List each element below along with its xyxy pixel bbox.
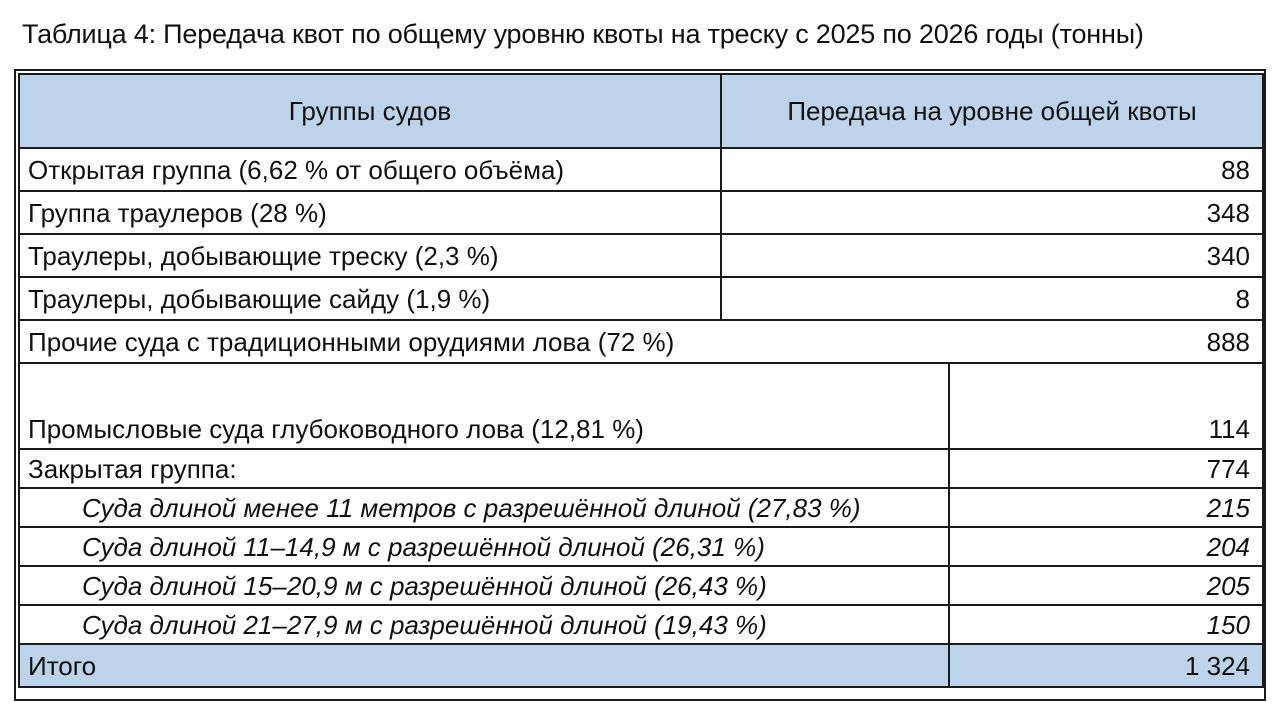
row-label: Открытая группа (6,62 % от общего объёма)	[19, 148, 721, 191]
table-row	[19, 277, 1263, 320]
row-label: Суда длиной 11–14,9 м с разрешённой длиной (26,31 %)	[19, 527, 949, 566]
row-value: 215	[949, 488, 1263, 527]
table-row	[19, 148, 1263, 191]
table-caption: Таблица 4: Передача квот по общему уровню квоты на треску с 2025 по 2026 годы (тонны)	[22, 19, 1144, 49]
table-row	[19, 191, 1263, 234]
header-vessel-groups: Группы судов	[19, 74, 721, 148]
row-value: 114	[949, 363, 1263, 449]
quota-table	[18, 73, 1264, 688]
table-row	[19, 527, 1263, 566]
row-label: Траулеры, добывающие треску (2,3 %)	[19, 234, 721, 277]
row-value: 340	[721, 234, 1263, 277]
row-label: Суда длиной 21–27,9 м с разрешённой длиной (19,43 %)	[19, 605, 949, 644]
total-row	[19, 644, 1263, 687]
row-label: Группа траулеров (28 %)	[19, 191, 721, 234]
table-row	[19, 488, 1263, 527]
row-label: Траулеры, добывающие сайду (1,9 %)	[19, 277, 721, 320]
table-header-row	[19, 74, 1263, 148]
row-value: 348	[721, 191, 1263, 234]
table-row	[19, 449, 1263, 488]
table-row	[19, 363, 1263, 449]
row-value: 150	[949, 605, 1263, 644]
row-label: Промысловые суда глубоководного лова (12,81 %)	[19, 363, 949, 449]
total-label: Итого	[19, 644, 949, 687]
total-value: 1 324	[949, 644, 1263, 687]
row-value: 888	[949, 320, 1263, 363]
table-row	[19, 320, 1263, 363]
row-value: 88	[721, 148, 1263, 191]
table-row	[19, 605, 1263, 644]
row-label: Суда длиной менее 11 метров с разрешённой длиной (27,83 %)	[19, 488, 949, 527]
table-row	[19, 566, 1263, 605]
row-value: 8	[721, 277, 1263, 320]
row-label: Закрытая группа:	[19, 449, 949, 488]
row-value: 205	[949, 566, 1263, 605]
row-label: Прочие суда с традиционными орудиями лова (72 %)	[19, 320, 949, 363]
table-row	[19, 234, 1263, 277]
header-quota-transfer: Передача на уровне общей квоты	[721, 74, 1263, 148]
row-value: 204	[949, 527, 1263, 566]
row-label: Суда длиной 15–20,9 м с разрешённой длиной (26,43 %)	[19, 566, 949, 605]
row-value: 774	[949, 449, 1263, 488]
